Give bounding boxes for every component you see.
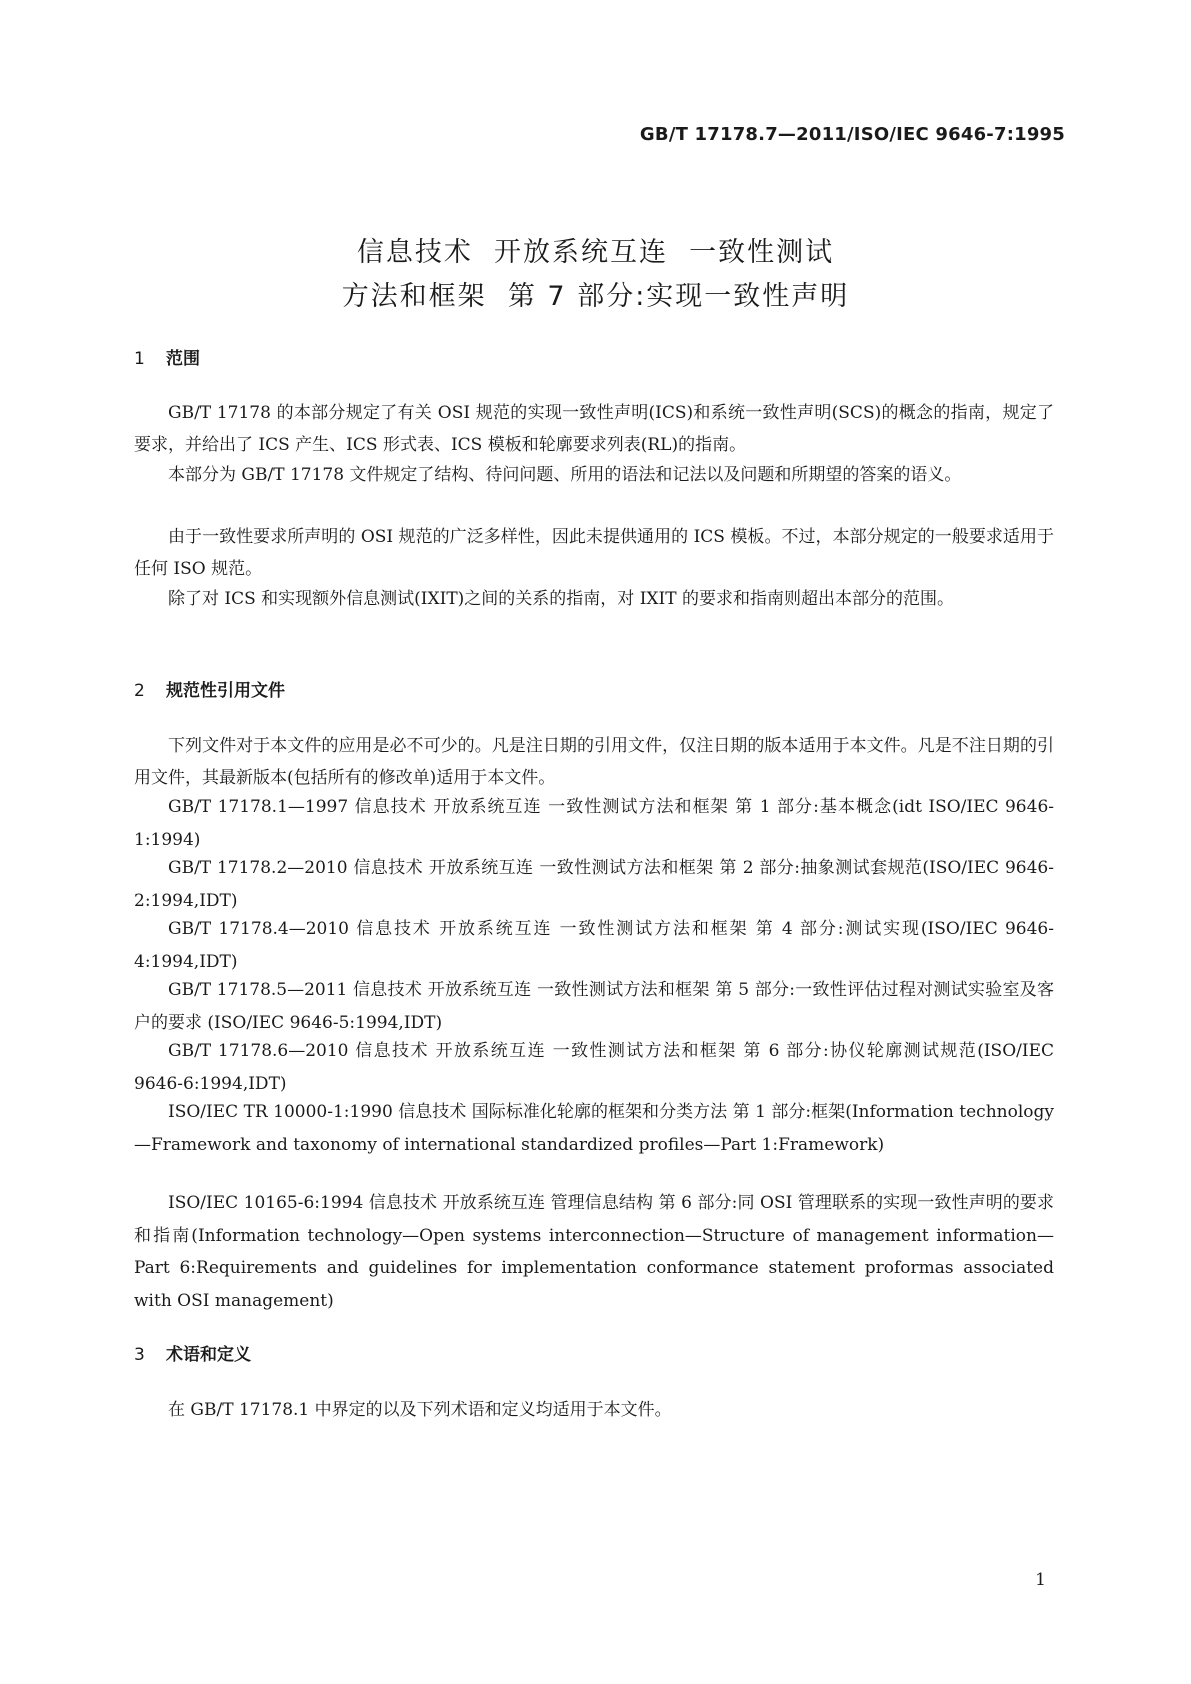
- reference-item: GB/T 17178.4—2010 信息技术 开放系统互连 一致性测试方法和框架 第 4 部分:测试实现(ISO/IEC 9646-4:1994,IDT): [134, 919, 1054, 972]
- standard-code: GB/T 17178.7—2011/ISO/IEC 9646-7:1995: [639, 124, 1065, 145]
- paragraph: 在 GB/T 17178.1 中界定的以及下列术语和定义均适用于本文件。: [168, 1400, 672, 1420]
- document-title-line-1: 信息技术 开放系统互连 一致性测试: [356, 237, 835, 268]
- page-number: 1: [1035, 1570, 1046, 1590]
- document-title-line-2: 方法和框架 第 7 部分:实现一致性声明: [341, 281, 850, 312]
- section-heading-3: [134, 1340, 251, 1365]
- paragraph: 本部分为 GB/T 17178 文件规定了结构、待问问题、所用的语法和记法以及问题和所期望的答案的语义。: [168, 465, 962, 485]
- section-title: 术语和定义: [166, 1345, 251, 1365]
- section-title: 范围: [166, 349, 200, 369]
- section-number: 2: [134, 681, 145, 701]
- section-heading-1: [134, 344, 200, 369]
- paragraph: 下列文件对于本文件的应用是必不可少的。凡是注日期的引用文件，仅注日期的版本适用于本文件。凡是不注日期的引用文件，其最新版本(包括所有的修改单)适用于本文件。: [134, 736, 1054, 788]
- section-title: 规范性引用文件: [166, 681, 285, 701]
- reference-item: ISO/IEC TR 10000-1:1990 信息技术 国际标准化轮廓的框架和分类方法 第 1 部分:框架(Information technology—Framework and taxonomy of international standardized profiles—Part 1:Framework): [134, 1102, 1054, 1155]
- section-heading-2: [134, 676, 285, 701]
- section-number: 3: [134, 1345, 145, 1365]
- paragraph: GB/T 17178 的本部分规定了有关 OSI 规范的实现一致性声明(ICS)和系统一致性声明(SCS)的概念的指南，规定了要求，并给出了 ICS 产生、ICS 形式表、ICS 模板和轮廓要求列表(RL)的指南。: [134, 403, 1054, 455]
- reference-item: GB/T 17178.5—2011 信息技术 开放系统互连 一致性测试方法和框架 第 5 部分:一致性评估过程对测试实验室及客户的要求 (ISO/IEC 9646-5:1994,IDT): [134, 980, 1054, 1033]
- reference-item: GB/T 17178.2—2010 信息技术 开放系统互连 一致性测试方法和框架 第 2 部分:抽象测试套规范(ISO/IEC 9646-2:1994,IDT): [134, 858, 1054, 911]
- reference-item: GB/T 17178.6—2010 信息技术 开放系统互连 一致性测试方法和框架 第 6 部分:协仪轮廓测试规范(ISO/IEC 9646-6:1994,IDT): [134, 1041, 1054, 1094]
- paragraph: 除了对 ICS 和实现额外信息测试(IXIT)之间的关系的指南，对 IXIT 的要求和指南则超出本部分的范围。: [168, 589, 954, 609]
- section-number: 1: [134, 349, 145, 369]
- reference-item: GB/T 17178.1—1997 信息技术 开放系统互连 一致性测试方法和框架 第 1 部分:基本概念(idt ISO/IEC 9646-1:1994): [134, 797, 1054, 850]
- reference-item: ISO/IEC 10165-6:1994 信息技术 开放系统互连 管理信息结构 第 6 部分:同 OSI 管理联系的实现一致性声明的要求和指南(Information technology—Open systems interconnection—Structure of management information—Part 6:Requirements and guidelines for implementation conformance statement proformas associated with OSI management): [134, 1193, 1054, 1311]
- paragraph: 由于一致性要求所声明的 OSI 规范的广泛多样性，因此未提供通用的 ICS 模板。不过，本部分规定的一般要求适用于任何 ISO 规范。: [134, 527, 1054, 579]
